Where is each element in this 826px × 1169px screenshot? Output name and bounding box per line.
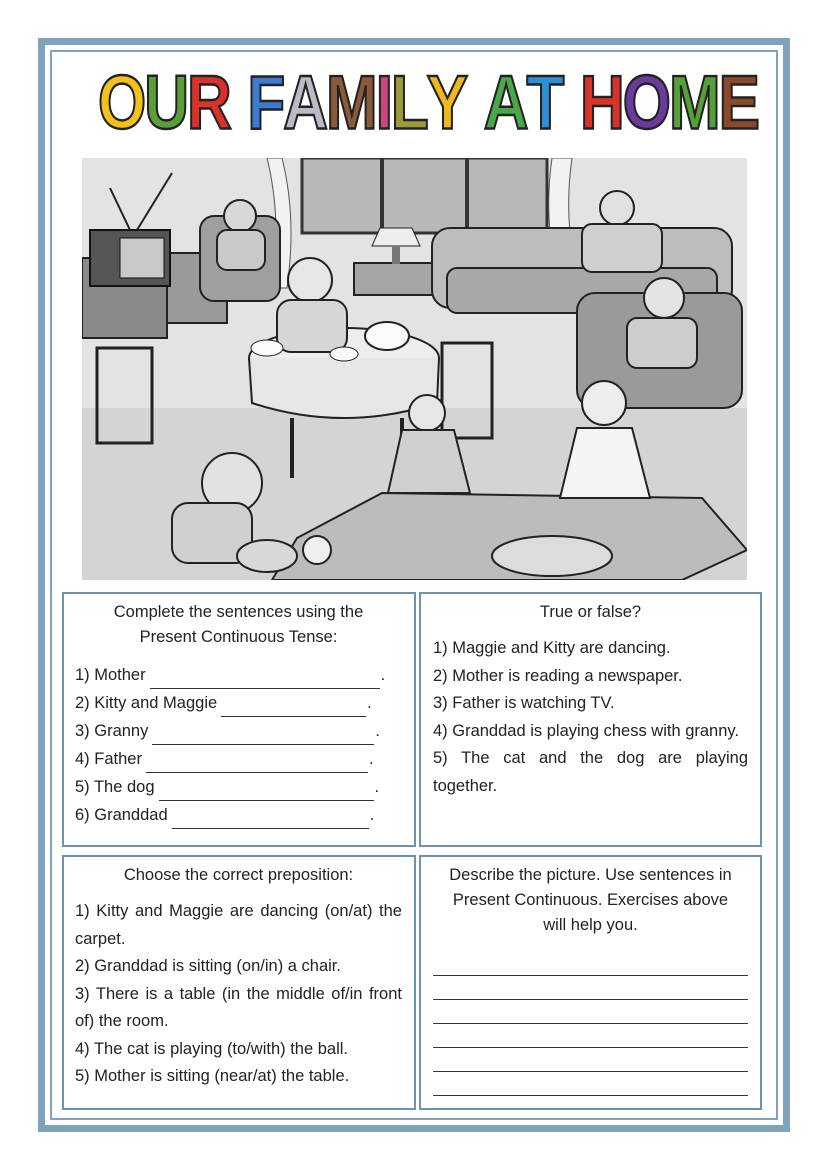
exercise4-heading-line1: Describe the picture. Use sentences in bbox=[449, 866, 732, 884]
title-letter: E bbox=[718, 60, 758, 146]
exercise-complete-sentences bbox=[62, 592, 416, 847]
exercise2-item: 3) Father is watching TV. bbox=[433, 694, 615, 712]
exercise1-item-label: 4) Father bbox=[75, 749, 142, 768]
exercise-choose-preposition bbox=[62, 855, 416, 1110]
title-word bbox=[579, 60, 758, 146]
exercise2-item: 2) Mother is reading a newspaper. bbox=[433, 666, 683, 685]
exercise4-heading-line2: Present Continuous. Exercises above bbox=[452, 891, 729, 909]
exercise1-item: 4) Father . bbox=[75, 745, 402, 773]
exercise1-item-label: 2) Kitty and Maggie bbox=[75, 693, 218, 712]
exercise2-item: 4) Granddad is playing chess with granny. bbox=[433, 721, 740, 740]
exercise-describe-picture bbox=[419, 855, 762, 1110]
exercise1-item: 6) Granddad . bbox=[75, 801, 402, 829]
title-letter: A bbox=[483, 60, 527, 146]
exercise1-item-label: 3) Granny bbox=[75, 721, 149, 740]
exercise3-item: 5) Mother is sitting (near/at) the table. bbox=[75, 1067, 350, 1085]
exercise1-heading-line1: Complete the sentences using the bbox=[113, 603, 364, 621]
exercise1-item-label: 1) Mother bbox=[75, 665, 146, 684]
title-letter: M bbox=[668, 60, 719, 146]
exercise4-heading-line3: will help you. bbox=[543, 916, 638, 934]
writing-line[interactable] bbox=[433, 1000, 748, 1024]
title-letter: O bbox=[622, 60, 669, 146]
answer-blank[interactable] bbox=[146, 754, 368, 773]
title-word bbox=[483, 60, 563, 146]
title-letter: A bbox=[283, 60, 327, 146]
exercise-true-or-false bbox=[419, 592, 762, 847]
exercise1-item: 3) Granny . bbox=[75, 717, 402, 745]
title-letter: H bbox=[579, 60, 623, 146]
exercise2-item: 1) Maggie and Kitty are dancing. bbox=[433, 639, 671, 657]
title-letter: L bbox=[390, 60, 427, 146]
answer-blank[interactable] bbox=[159, 782, 374, 801]
title-letter: R bbox=[187, 60, 230, 146]
exercise3-item: 2) Granddad is sitting (on/in) a chair. bbox=[75, 957, 341, 975]
exercise1-item: 1) Mother . bbox=[75, 661, 402, 689]
title-letter: F bbox=[247, 60, 284, 146]
writing-line[interactable] bbox=[433, 976, 748, 1000]
exercise3-item: 4) The cat is playing (to/with) the ball. bbox=[75, 1039, 348, 1058]
illustration-svg bbox=[82, 158, 747, 580]
worksheet-title bbox=[98, 62, 758, 144]
answer-blank[interactable] bbox=[221, 698, 366, 717]
exercise1-heading-line2: Present Continuous Tense: bbox=[139, 628, 338, 646]
title-letter: U bbox=[144, 60, 188, 146]
title-word bbox=[247, 60, 467, 146]
writing-line[interactable] bbox=[433, 1072, 748, 1096]
answer-blank[interactable] bbox=[150, 670, 380, 689]
exercise3-heading: Choose the correct preposition: bbox=[123, 866, 354, 884]
exercise1-item-label: 6) Granddad bbox=[75, 805, 168, 824]
title-letter: Y bbox=[426, 60, 467, 146]
exercise3-item: 3) There is a table (in the middle of/in front of) the room. bbox=[75, 984, 402, 1030]
answer-blank[interactable] bbox=[172, 810, 369, 829]
writing-line[interactable] bbox=[433, 1024, 748, 1048]
title-letter: T bbox=[526, 60, 563, 146]
writing-line[interactable] bbox=[433, 952, 748, 976]
exercise1-item: 2) Kitty and Maggie . bbox=[75, 689, 402, 717]
exercise4-heading bbox=[433, 863, 748, 938]
exercise1-heading bbox=[75, 600, 402, 650]
writing-line[interactable] bbox=[433, 1048, 748, 1072]
family-living-room-illustration bbox=[82, 158, 747, 580]
exercise1-item: 5) The dog . bbox=[75, 773, 402, 801]
exercise3-item: 1) Kitty and Maggie are dancing (on/at) the carpet. bbox=[75, 902, 402, 948]
answer-blank[interactable] bbox=[152, 726, 374, 745]
title-word bbox=[98, 60, 230, 146]
exercise1-item-label: 5) The dog bbox=[75, 777, 155, 796]
title-letter: I bbox=[375, 60, 391, 146]
exercise2-heading: True or false? bbox=[539, 603, 642, 621]
exercise2-item: 5) The cat and the dog are playing together. bbox=[433, 749, 748, 795]
title-letter: O bbox=[98, 60, 145, 146]
title-letter: M bbox=[326, 60, 376, 146]
